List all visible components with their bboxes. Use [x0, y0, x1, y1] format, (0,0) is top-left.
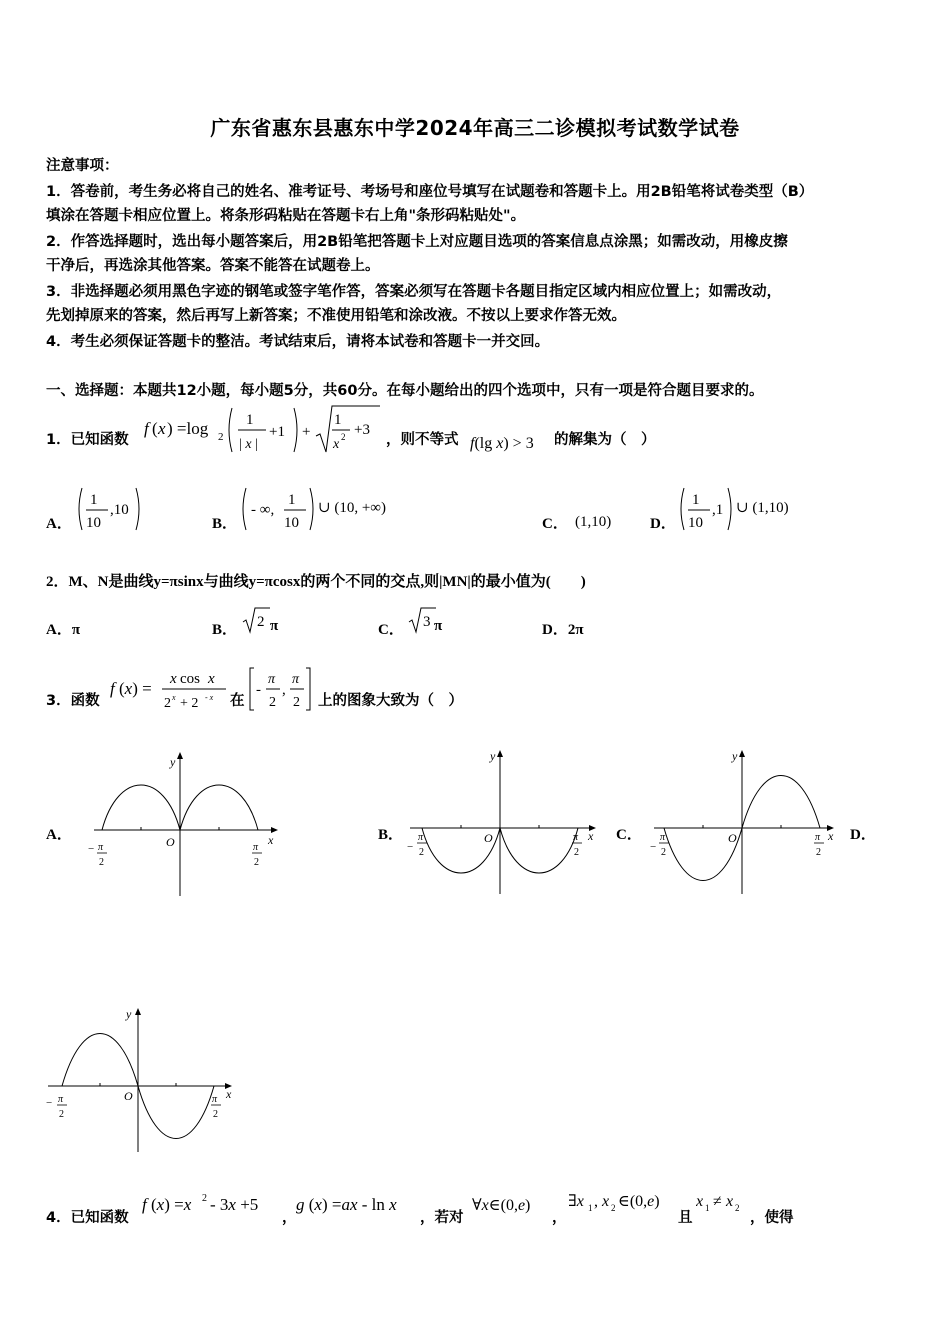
q1-function-formula: [142, 400, 382, 460]
graph-d-two-left: 2: [59, 1109, 64, 1120]
q2-option-c-label[interactable]: C．: [378, 622, 404, 638]
graph-c-pi-left: π: [660, 832, 666, 843]
svg-text:10: 10: [86, 515, 101, 531]
q3-option-c-graph[interactable]: [648, 746, 848, 896]
svg-text:,: ,: [282, 682, 286, 698]
svg-text:f (x) =x: f (x) =x: [142, 1195, 192, 1214]
graph-b-pi-right: π: [573, 832, 579, 843]
q2-option-b-sqrt2[interactable]: [242, 604, 272, 636]
notice-line: 先划掉原来的答案，然后再写上新答案；不准使用铅笔和涂改液。不按以上要求作答无效。: [46, 308, 626, 324]
graph-d-x-label: x: [226, 1087, 232, 1101]
q3-option-a-label[interactable]: A．: [46, 827, 72, 843]
svg-text:2: 2: [218, 431, 224, 443]
graph-a-two-left: 2: [99, 857, 104, 868]
svg-text:+1: +1: [269, 424, 285, 440]
notice-line: 4．考生必须保证答题卡的整洁。考试结束后，请将本试卷和答题卡一并交回。: [46, 334, 550, 350]
svg-text:2: 2: [735, 1203, 740, 1213]
svg-text:cos: cos: [180, 671, 200, 687]
svg-text:∪ (10, +∞): ∪ (10, +∞): [318, 500, 386, 516]
q1-option-b-formula[interactable]: [238, 484, 398, 534]
svg-text:2: 2: [293, 695, 300, 710]
svg-text:∀x∈(0,e): ∀x∈(0,e): [472, 1197, 531, 1214]
svg-text:x: x: [726, 1193, 734, 1210]
graph-a-x-label: x: [268, 833, 274, 847]
svg-text:1: 1: [334, 412, 342, 428]
q1-option-b-label[interactable]: B．: [212, 516, 238, 532]
q3-option-d-graph[interactable]: [42, 1004, 242, 1154]
svg-text:, x: , x: [594, 1193, 610, 1210]
svg-text:f: f: [144, 419, 149, 438]
graph-c-two-left: 2: [661, 847, 666, 858]
q1-option-c-label[interactable]: C．: [542, 516, 568, 532]
svg-text:10: 10: [284, 515, 299, 531]
q3-option-b-graph[interactable]: [404, 746, 604, 896]
graph-d-two-right: 2: [213, 1109, 218, 1120]
notice-line: 3．非选择题必须用黑色字迹的钢笔或签字笔作答，答案必须写在答题卡各题目指定区域内相应位置上；如需改动，: [46, 284, 782, 300]
svg-text:x: x: [333, 437, 340, 452]
graph-a-two-right: 2: [254, 857, 259, 868]
graph-c-pi-right: π: [815, 832, 821, 843]
svg-text:π: π: [268, 672, 276, 687]
notice-line: 填涂在答题卡相应位置上。将条形码粘贴在答题卡右上角"条形码粘贴处"。: [46, 208, 526, 224]
svg-text:1: 1: [705, 1203, 710, 1213]
graph-a-pi-right: π: [253, 842, 259, 853]
svg-text:3: 3: [423, 614, 431, 630]
graph-a-minus: −: [88, 843, 95, 855]
q1-suffix: 的解集为（ ）: [554, 432, 656, 448]
notice-heading: 注意事项：: [46, 158, 119, 174]
q4-f-formula: [142, 1190, 282, 1218]
q4-neq-formula: [696, 1188, 752, 1218]
q2-option-a[interactable]: A．π: [46, 622, 81, 638]
graph-b-two-left: 2: [419, 847, 424, 858]
svg-text:2: 2: [341, 432, 346, 442]
svg-text:≠: ≠: [713, 1193, 722, 1210]
svg-text:f(lg x) > 3: f(lg x) > 3: [470, 435, 534, 452]
graph-b-y-label: y: [490, 749, 496, 763]
q1-option-d-label[interactable]: D．: [650, 516, 676, 532]
svg-text:2: 2: [611, 1203, 616, 1213]
q1-option-c-value[interactable]: (1,10): [575, 514, 612, 530]
q3-option-d-label[interactable]: D．: [850, 827, 876, 843]
svg-text:- ∞,: - ∞,: [251, 502, 275, 518]
graph-d-pi-right: π: [212, 1094, 218, 1105]
q4-comma-2: ，若对: [420, 1210, 464, 1226]
svg-text:+3: +3: [354, 422, 370, 438]
q3-option-b-label[interactable]: B．: [378, 827, 404, 843]
svg-text:f (x) =: f (x) =: [110, 679, 152, 698]
svg-text:x: x: [208, 671, 215, 687]
q1-prefix: 1．已知函数: [46, 432, 129, 448]
q4-and: 且: [678, 1210, 693, 1226]
graph-d-minus: −: [46, 1097, 53, 1109]
svg-text:2: 2: [202, 1193, 207, 1204]
graph-c-origin-label: O: [728, 831, 737, 845]
q2-option-c-pi[interactable]: π: [434, 618, 443, 634]
graph-a-pi-left: π: [98, 842, 104, 853]
svg-text:x: x: [696, 1193, 704, 1210]
graph-d-origin-label: O: [124, 1089, 133, 1103]
svg-text:,1: ,1: [712, 502, 724, 518]
svg-text:x: x: [172, 693, 176, 702]
svg-text:∃x: ∃x: [568, 1193, 584, 1210]
svg-text:) =log: ) =log: [167, 419, 209, 438]
q1-mid: ，则不等式: [386, 432, 459, 448]
q2-option-b-label[interactable]: B．: [212, 622, 238, 638]
svg-text:g (x) =ax - ln x: g (x) =ax - ln x: [296, 1195, 397, 1214]
svg-text:x: x: [158, 419, 166, 438]
graph-b-origin-label: O: [484, 831, 493, 845]
svg-text:x: x: [170, 671, 177, 687]
q3-prefix: 3．函数: [46, 693, 100, 709]
q1-option-a-formula[interactable]: [74, 484, 146, 534]
svg-text:1: 1: [588, 1203, 593, 1213]
graph-b-pi-left: π: [418, 832, 424, 843]
q1-inequality-formula: [470, 428, 554, 454]
q3-interval-formula: [246, 664, 316, 714]
graph-c-minus: −: [650, 841, 657, 853]
notice-line: 2．作答选择题时，选出每小题答案后，用2B铅笔把答题卡上对应题目选项的答案信息点涂黑；如需改动，用橡皮擦: [46, 234, 788, 250]
svg-text:2: 2: [257, 614, 265, 630]
svg-text:,10: ,10: [110, 502, 129, 518]
q4-forall-formula: [472, 1190, 552, 1218]
q4-prefix: 4．已知函数: [46, 1210, 129, 1226]
q4-suffix: ，使得: [750, 1210, 794, 1226]
q1-option-d-formula[interactable]: [676, 484, 806, 534]
svg-text:∈(0,e): ∈(0,e): [618, 1193, 660, 1210]
q3-option-a-graph[interactable]: [88, 748, 288, 898]
q1-option-a-label[interactable]: A．: [46, 516, 72, 532]
q3-mid: 在: [230, 693, 245, 709]
page-title: 广东省惠东县惠东中学2024年高三二诊模拟考试数学试卷: [210, 116, 740, 140]
graph-c-x-label: x: [828, 829, 834, 843]
notice-line: 干净后，再选涂其他答案。答案不能答在试题卷上。: [46, 258, 380, 274]
svg-text:1: 1: [246, 412, 254, 428]
q4-exists-formula: [568, 1186, 678, 1218]
q4-comma-1: ，: [282, 1210, 297, 1226]
svg-text:| x |: | x |: [239, 437, 258, 452]
graph-a-y-label: y: [170, 755, 176, 769]
graph-a-origin-label: O: [166, 835, 175, 849]
q3-option-c-label[interactable]: C．: [616, 827, 642, 843]
svg-text:+: +: [302, 424, 311, 440]
graph-c-y-label: y: [732, 749, 738, 763]
svg-text:- x: - x: [205, 693, 214, 702]
graph-b-two-right: 2: [574, 847, 579, 858]
svg-text:2: 2: [269, 695, 276, 710]
svg-text:10: 10: [688, 515, 703, 531]
section-heading: 一、选择题：本题共12小题，每小题5分，共60分。在每小题给出的四个选项中，只有一项是符合题目要求的。: [46, 383, 764, 399]
svg-text:-: -: [256, 682, 261, 698]
svg-text:1: 1: [90, 492, 98, 508]
q4-g-formula: [296, 1190, 422, 1218]
svg-text:2: 2: [164, 696, 171, 711]
q4-comma-3: ，: [552, 1210, 567, 1226]
svg-text:(: (: [152, 419, 158, 438]
graph-b-x-label: x: [588, 829, 594, 843]
svg-text:- 3x +5: - 3x +5: [210, 1195, 259, 1214]
svg-text:π: π: [292, 672, 300, 687]
q3-suffix: 上的图象大致为（ ）: [318, 693, 463, 709]
q3-function-formula: [110, 664, 230, 714]
notice-line: 1．答卷前，考生务必将自己的姓名、准考证号、考场号和座位号填写在试题卷和答题卡上。用2B铅笔将试卷类型（B）: [46, 184, 814, 200]
graph-d-y-label: y: [126, 1007, 132, 1021]
graph-b-minus: −: [407, 841, 414, 853]
svg-text:1: 1: [692, 492, 700, 508]
svg-text:1: 1: [288, 492, 296, 508]
q2-option-d[interactable]: D．2π: [542, 622, 584, 638]
svg-text:+ 2: + 2: [180, 696, 199, 711]
q2-option-b-pi[interactable]: π: [270, 618, 279, 634]
q2-text: 2．M、N是曲线y=πsinx与曲线y=πcosx的两个不同的交点,则|MN|的最小值为( ): [46, 574, 586, 590]
graph-d-pi-left: π: [58, 1094, 64, 1105]
svg-text:∪ (1,10): ∪ (1,10): [736, 500, 789, 516]
graph-c-two-right: 2: [816, 847, 821, 858]
